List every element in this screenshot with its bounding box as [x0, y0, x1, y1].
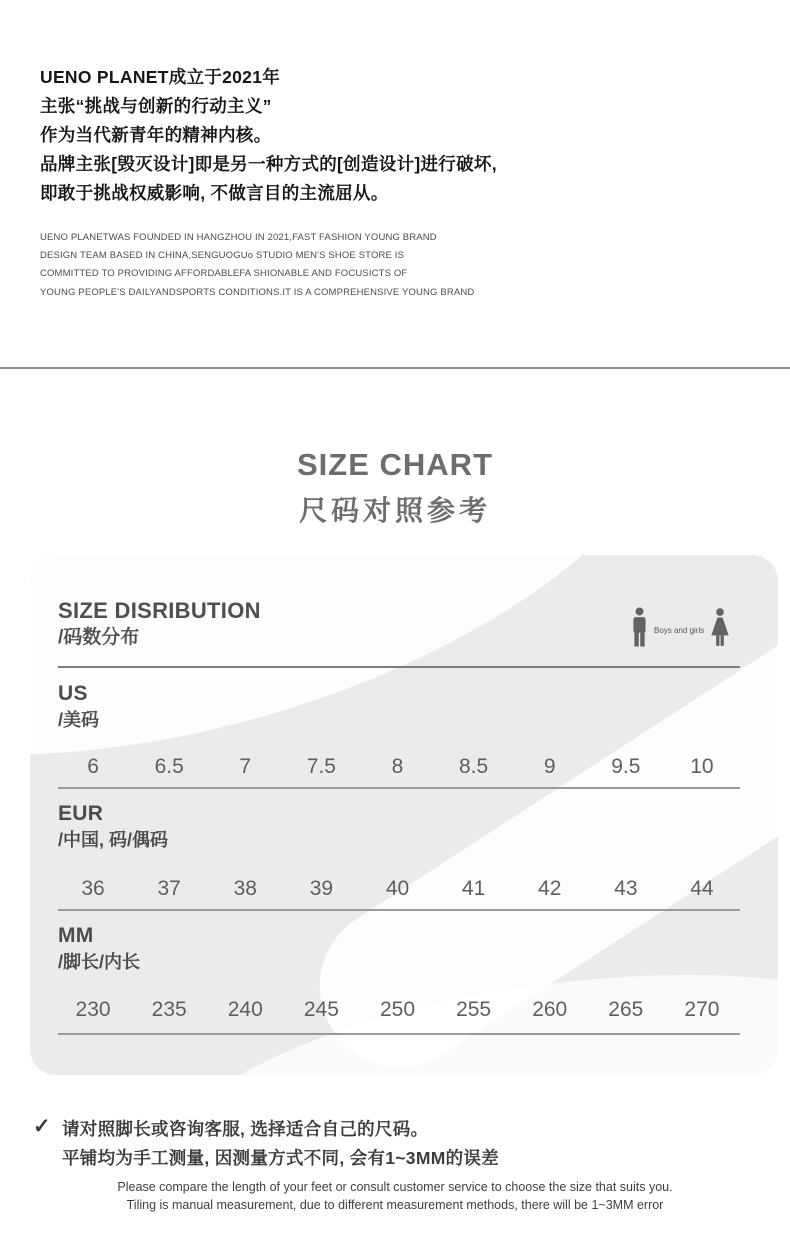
size-value: 260: [532, 998, 568, 1021]
panel-header: [58, 597, 261, 651]
girl-icon: [709, 607, 731, 654]
row-label-sub: /中国, 码/偶码: [58, 830, 169, 850]
note-cn-line2: 平铺均为手工测量, 因测量方式不同, 会有1~3MM的误差: [62, 1148, 499, 1168]
size-value: 235: [151, 998, 187, 1021]
size-value: 250: [379, 998, 416, 1021]
size-value: 40: [385, 877, 410, 900]
brand-intro-cn: [40, 63, 497, 208]
row-label-main: EUR: [58, 802, 104, 825]
size-value: 7: [239, 755, 252, 778]
row-label-mm: [58, 923, 140, 975]
row-divider: [58, 909, 740, 911]
row-label-sub: /美码: [58, 710, 100, 730]
gender-legend-label: Boys and girls: [654, 626, 705, 635]
size-value: 270: [684, 998, 720, 1021]
size-value: 240: [227, 998, 263, 1021]
note-en-line2: Tiling is manual measurement, due to different measurement methods, there will be 1~3MM error: [126, 1198, 664, 1212]
brand-intro-en-line: YOUNG PEOPLE'S DAILYANDSPORTS CONDITIONS.IT IS A COMPREHENSIVE YOUNG BRAND: [40, 286, 475, 298]
section-divider: [0, 367, 790, 369]
size-distribution-panel: [30, 555, 778, 1075]
row-label-us: [58, 681, 99, 733]
size-value: 44: [690, 877, 714, 900]
checkmark-icon: ✓: [33, 1115, 51, 1138]
size-value: 230: [75, 998, 111, 1021]
row-divider: [58, 787, 740, 789]
size-chart-title-en: SIZE CHART: [297, 447, 493, 482]
row-label-main: MM: [58, 924, 94, 947]
brand-intro-cn-line: UENO PLANET成立于2021年: [40, 67, 281, 87]
size-value: 38: [233, 877, 257, 900]
size-value: 245: [303, 998, 339, 1021]
brand-intro-cn-line: 品牌主张[毁灭设计]即是另一种方式的[创造设计]进行破坏,: [40, 154, 497, 174]
size-value: 6: [87, 755, 99, 778]
row-label-main: US: [58, 682, 88, 705]
size-value: 36: [81, 877, 105, 900]
size-value: 9: [543, 755, 556, 778]
size-value: 255: [456, 998, 492, 1021]
size-chart-title-cn: 尺码对照参考: [298, 495, 491, 526]
size-value: 10: [690, 755, 714, 778]
brand-intro-cn-line: 主张“挑战与创新的行动主义”: [40, 96, 272, 116]
brand-intro-en-line: DESIGN TEAM BASED IN CHINA,SENGUOGUo STUDIO MEN'S SHOE STORE IS: [40, 250, 405, 262]
brand-intro-cn-line: 即敢于挑战权威影响, 不做言目的主流屈从。: [40, 183, 389, 203]
size-value: 42: [538, 877, 562, 900]
size-value: 9.5: [611, 755, 641, 778]
size-value: 37: [157, 877, 181, 900]
brand-intro-en-line: UENO PLANETWAS FOUNDED IN HANGZHOU IN 2021,FAST FASHION YOUNG BRAND: [40, 232, 437, 243]
size-value: 265: [608, 998, 644, 1021]
brand-intro-cn-line: 作为当代新青年的精神内核。: [40, 125, 272, 145]
gender-legend: [630, 607, 731, 654]
row-label-eur: [58, 801, 168, 853]
row-label-sub: /脚长/内长: [58, 952, 141, 972]
size-value: 8.5: [459, 755, 489, 778]
row-values-mm: [55, 998, 740, 1022]
boy-icon: [630, 607, 649, 654]
row-values-eur: [55, 877, 740, 901]
note-en-line1: Please compare the length of your feet or consult customer service to choose the size that suits you.: [117, 1180, 673, 1194]
row-divider: [58, 1033, 740, 1035]
size-value: 39: [309, 877, 334, 900]
size-value: 43: [614, 877, 638, 900]
brand-intro-en-line: COMMITTED TO PROVIDING AFFORDABLEFA SHIONABLE AND FOCUSICTS OF: [40, 268, 408, 280]
row-values-us: [55, 755, 740, 779]
size-value: 7.5: [306, 755, 336, 778]
size-value: 8: [391, 755, 404, 778]
panel-header-cn: /码数分布: [58, 627, 140, 648]
size-value: 41: [461, 877, 486, 900]
panel-header-underline: [58, 666, 740, 668]
panel-header-en: SIZE DISRIBUTION: [58, 598, 261, 623]
note-cn-line1: 请对照脚长或咨询客服, 选择适合自己的尺码。: [62, 1119, 429, 1139]
brand-intro-en: [40, 229, 474, 302]
size-value: 6.5: [154, 755, 184, 778]
